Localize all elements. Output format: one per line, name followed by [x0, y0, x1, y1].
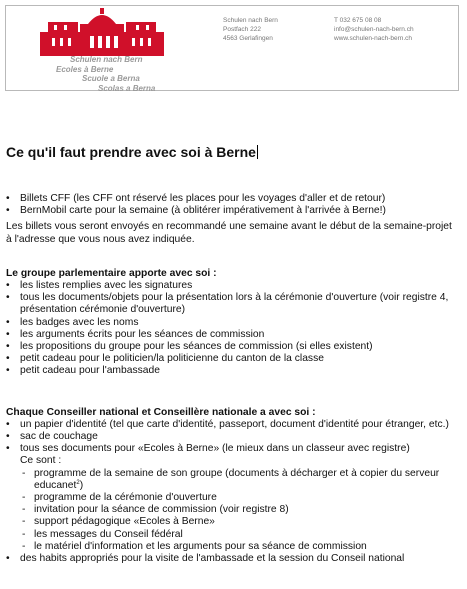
motto-block [54, 55, 155, 93]
address-line: Schulen nach Bern [223, 17, 278, 24]
tickets-list [6, 193, 458, 217]
list-item: • Billets CFF (les CFF ont réservé les places pour les voyages d'aller et de retour) [6, 193, 458, 205]
member-heading: Chaque Conseiller national et Conseillère nationale a avec soi : [6, 406, 316, 418]
address-line: Postfach 222 [223, 26, 261, 33]
ce-sont-label: Ce sont : [20, 455, 62, 467]
sub-list-item: - le matériel d'information et les arguments pour sa séance de commission [20, 541, 458, 553]
letterhead [5, 5, 459, 91]
motto-it: Scuole a Berna [82, 74, 140, 83]
list-item-text: tous ses documents pour «Ecoles à Berne» (le mieux dans un classeur avec registre) [20, 443, 410, 455]
list-item: • les arguments écrits pour les séances de commission [6, 329, 458, 341]
text-cursor [257, 145, 258, 159]
list-item: • tous les documents/objets pour la présentation lors à la cérémonie d'ouverture (voir registre 4, présentation cérémonie d'ouverture) [6, 292, 458, 316]
member-list [6, 419, 458, 468]
website-link[interactable]: www.schulen-nach-bern.ch [334, 35, 413, 42]
list-item: • sac de couchage [6, 431, 458, 443]
phone-number: T 032 675 08 08 [334, 17, 382, 24]
sub-list-item: - support pédagogique «Ecoles à Berne» [20, 516, 458, 528]
list-item: • petit cadeau pour le politicien/la politicienne du canton de la classe [6, 353, 458, 365]
document-body [6, 193, 458, 565]
list-item: • les propositions du groupe pour les séances de commission (si elles existent) [6, 341, 458, 353]
tickets-note: Les billets vous seront envoyés en recommandé une semaine avant le début de la semaine-projet à l'adresse que vous nous avez indiquée. [6, 221, 452, 245]
motto-fr: Ecoles à Berne [56, 64, 114, 74]
sub-list-item: - les messages du Conseil fédéral [20, 529, 458, 541]
parliament-building-logo [40, 8, 164, 56]
address-line: 4563 Gerlafingen [223, 35, 273, 42]
group-heading: Le groupe parlementaire apporte avec soi : [6, 267, 217, 279]
documents-sublist [6, 468, 458, 553]
list-item: • les badges avec les noms [6, 317, 458, 329]
email-link[interactable]: info@schulen-nach-bern.ch [334, 26, 414, 33]
contact-info [334, 16, 414, 43]
group-list [6, 280, 458, 378]
page-title [6, 144, 258, 160]
list-item [6, 443, 458, 467]
sub-list-item: - invitation pour la séance de commission (voir registre 8) [20, 504, 458, 516]
list-item: • BernMobil carte pour la semaine (à oblitérer impérativement à l'arrivée à Berne!) [6, 205, 458, 217]
list-item: • petit cadeau pour l'ambassade [6, 365, 458, 377]
sub-list-item [20, 468, 458, 492]
postal-address [223, 16, 278, 43]
motto-de: Schulen nach Bern [70, 55, 143, 64]
list-item: • des habits appropriés pour la visite de l'ambassade et la session du Conseil national [6, 553, 458, 565]
list-item: • les listes remplies avec les signatures [6, 280, 458, 292]
footnote-marker: 2 [76, 479, 80, 486]
sub-list-item: - programme de la cérémonie d'ouverture [20, 492, 458, 504]
clothing-list [6, 553, 458, 565]
sub-item-text-end: ) [79, 479, 84, 491]
title-text: Ce qu'il faut prendre avec soi à Berne [6, 144, 256, 160]
sub-item-text: programme de la semaine de son groupe (documents à décharger et à copier du serveur educanet [34, 467, 440, 491]
motto-rm: Scolas a Berna [98, 83, 156, 93]
list-item: • un papier d'identité (tel que carte d'identité, passeport, document d'identité pour étranger, etc.) [6, 419, 458, 431]
